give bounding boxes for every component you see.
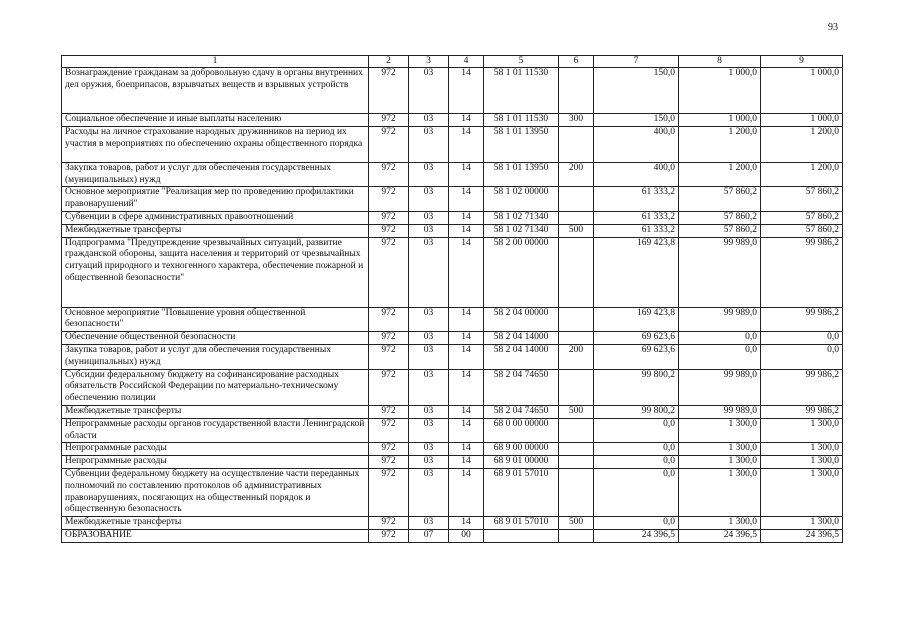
- value-cell-col6: [559, 307, 594, 332]
- value-cell-col4: 14: [449, 224, 484, 237]
- table-row: [62, 187, 843, 212]
- value-cell-col2: 972: [369, 468, 409, 516]
- row-name-cell: Обеспечение общественной безопасности: [62, 332, 369, 345]
- value-cell-col7: 0,0: [594, 456, 679, 469]
- value-cell-col7: 0,0: [594, 443, 679, 456]
- value-cell-col2: 972: [369, 68, 409, 114]
- table-row: [62, 418, 843, 443]
- value-cell-col6: 500: [559, 224, 594, 237]
- value-cell-col5: 68 9 00 00000: [484, 443, 559, 456]
- value-cell-col8: 1 000,0: [679, 114, 761, 127]
- budget-table: [61, 55, 843, 543]
- value-cell-col6: [559, 68, 594, 114]
- value-cell-col7: 169 423,8: [594, 237, 679, 307]
- table-row: [62, 224, 843, 237]
- table-header-row: [62, 56, 843, 68]
- value-cell-col4: 14: [449, 126, 484, 162]
- table-body: [62, 68, 843, 543]
- value-cell-col7: 24 396,5: [594, 529, 679, 542]
- value-cell-col2: 972: [369, 224, 409, 237]
- table-row: [62, 405, 843, 418]
- row-name-cell: Подпрограмма "Предупреждение чрезвычайных ситуаций, развитие гражданской обороны, защита населения и территорий от чрезвычайных ситуаций природного и техногенного характера, обеспечение пожарной и общественной безопасности": [62, 237, 369, 307]
- row-name-cell: Субвенции в сфере административных правоотношений: [62, 211, 369, 224]
- column-header: 9: [761, 56, 843, 68]
- value-cell-col8: 1 300,0: [679, 443, 761, 456]
- value-cell-col9: 24 396,5: [761, 529, 843, 542]
- value-cell-col3: 03: [409, 332, 449, 345]
- value-cell-col4: 14: [449, 418, 484, 443]
- value-cell-col5: 68 9 01 57010: [484, 468, 559, 516]
- value-cell-col6: [559, 456, 594, 469]
- value-cell-col3: 03: [409, 369, 449, 405]
- value-cell-col9: 1 000,0: [761, 68, 843, 114]
- row-name-cell: Непрограммные расходы органов государственной власти Ленинградской области: [62, 418, 369, 443]
- value-cell-col7: 61 333,2: [594, 211, 679, 224]
- page-number: 93: [828, 22, 838, 33]
- value-cell-col6: 300: [559, 114, 594, 127]
- value-cell-col4: 00: [449, 529, 484, 542]
- value-cell-col2: 972: [369, 517, 409, 530]
- value-cell-col5: [484, 529, 559, 542]
- value-cell-col3: 03: [409, 162, 449, 187]
- value-cell-col9: 1 300,0: [761, 517, 843, 530]
- value-cell-col3: 03: [409, 405, 449, 418]
- table-row: [62, 443, 843, 456]
- column-header: 4: [449, 56, 484, 68]
- value-cell-col5: 58 2 04 74650: [484, 405, 559, 418]
- value-cell-col5: 58 1 01 13950: [484, 126, 559, 162]
- value-cell-col2: 972: [369, 529, 409, 542]
- table-row: [62, 211, 843, 224]
- value-cell-col7: 99 800,2: [594, 405, 679, 418]
- value-cell-col2: 972: [369, 405, 409, 418]
- table-row: [62, 529, 843, 542]
- row-name-cell: Социальное обеспечение и иные выплаты населению: [62, 114, 369, 127]
- value-cell-col3: 03: [409, 344, 449, 369]
- value-cell-col3: 03: [409, 517, 449, 530]
- column-header: 6: [559, 56, 594, 68]
- value-cell-col8: 1 300,0: [679, 468, 761, 516]
- value-cell-col3: 03: [409, 211, 449, 224]
- value-cell-col4: 14: [449, 517, 484, 530]
- value-cell-col9: 1 200,0: [761, 126, 843, 162]
- value-cell-col8: 99 989,0: [679, 237, 761, 307]
- column-header: 2: [369, 56, 409, 68]
- value-cell-col8: 0,0: [679, 344, 761, 369]
- value-cell-col3: 07: [409, 529, 449, 542]
- value-cell-col5: 58 1 02 71340: [484, 211, 559, 224]
- table-row: [62, 126, 843, 162]
- value-cell-col4: 14: [449, 468, 484, 516]
- value-cell-col7: 0,0: [594, 418, 679, 443]
- value-cell-col8: 0,0: [679, 332, 761, 345]
- value-cell-col4: 14: [449, 443, 484, 456]
- value-cell-col8: 57 860,2: [679, 211, 761, 224]
- value-cell-col5: 68 0 00 00000: [484, 418, 559, 443]
- value-cell-col2: 972: [369, 126, 409, 162]
- value-cell-col5: 58 2 00 00000: [484, 237, 559, 307]
- value-cell-col2: 972: [369, 369, 409, 405]
- value-cell-col2: 972: [369, 443, 409, 456]
- value-cell-col9: 1 300,0: [761, 456, 843, 469]
- value-cell-col3: 03: [409, 468, 449, 516]
- value-cell-col7: 69 623,6: [594, 344, 679, 369]
- value-cell-col4: 14: [449, 332, 484, 345]
- value-cell-col6: [559, 529, 594, 542]
- value-cell-col7: 150,0: [594, 68, 679, 114]
- value-cell-col4: 14: [449, 162, 484, 187]
- value-cell-col8: 99 989,0: [679, 405, 761, 418]
- value-cell-col3: 03: [409, 418, 449, 443]
- column-header: 5: [484, 56, 559, 68]
- value-cell-col7: 400,0: [594, 126, 679, 162]
- value-cell-col9: 99 986,2: [761, 307, 843, 332]
- value-cell-col9: 57 860,2: [761, 211, 843, 224]
- value-cell-col5: 58 1 02 71340: [484, 224, 559, 237]
- value-cell-col6: 500: [559, 405, 594, 418]
- value-cell-col2: 972: [369, 162, 409, 187]
- value-cell-col5: 58 1 01 11530: [484, 114, 559, 127]
- row-name-cell: Основное мероприятие "Повышение уровня общественной безопасности": [62, 307, 369, 332]
- value-cell-col3: 03: [409, 224, 449, 237]
- value-cell-col9: 1 000,0: [761, 114, 843, 127]
- value-cell-col5: 58 1 01 13950: [484, 162, 559, 187]
- column-header: 8: [679, 56, 761, 68]
- value-cell-col8: 1 200,0: [679, 126, 761, 162]
- value-cell-col3: 03: [409, 187, 449, 212]
- value-cell-col8: 24 396,5: [679, 529, 761, 542]
- value-cell-col8: 57 860,2: [679, 224, 761, 237]
- table-row: [62, 114, 843, 127]
- value-cell-col2: 972: [369, 211, 409, 224]
- value-cell-col9: 0,0: [761, 344, 843, 369]
- value-cell-col8: 99 989,0: [679, 307, 761, 332]
- value-cell-col6: [559, 443, 594, 456]
- value-cell-col2: 972: [369, 344, 409, 369]
- value-cell-col7: 61 333,2: [594, 187, 679, 212]
- table-row: [62, 369, 843, 405]
- value-cell-col9: 57 860,2: [761, 224, 843, 237]
- value-cell-col6: 500: [559, 517, 594, 530]
- value-cell-col8: 1 200,0: [679, 162, 761, 187]
- value-cell-col9: 99 986,2: [761, 369, 843, 405]
- value-cell-col6: [559, 126, 594, 162]
- value-cell-col3: 03: [409, 237, 449, 307]
- value-cell-col7: 0,0: [594, 468, 679, 516]
- value-cell-col3: 03: [409, 307, 449, 332]
- table-row: [62, 307, 843, 332]
- value-cell-col5: 68 9 01 00000: [484, 456, 559, 469]
- value-cell-col5: 58 2 04 00000: [484, 307, 559, 332]
- row-name-cell: ОБРАЗОВАНИЕ: [62, 529, 369, 542]
- row-name-cell: Непрограммные расходы: [62, 443, 369, 456]
- value-cell-col2: 972: [369, 456, 409, 469]
- value-cell-col8: 57 860,2: [679, 187, 761, 212]
- row-name-cell: Непрограммные расходы: [62, 456, 369, 469]
- value-cell-col4: 14: [449, 456, 484, 469]
- value-cell-col3: 03: [409, 68, 449, 114]
- table-row: [62, 517, 843, 530]
- value-cell-col4: 14: [449, 369, 484, 405]
- table-row: [62, 237, 843, 307]
- value-cell-col8: 1 300,0: [679, 517, 761, 530]
- value-cell-col6: 200: [559, 162, 594, 187]
- value-cell-col8: 1 300,0: [679, 418, 761, 443]
- value-cell-col5: 58 1 02 00000: [484, 187, 559, 212]
- table-row: [62, 468, 843, 516]
- value-cell-col9: 0,0: [761, 332, 843, 345]
- value-cell-col8: 1 300,0: [679, 456, 761, 469]
- value-cell-col6: [559, 418, 594, 443]
- value-cell-col7: 0,0: [594, 517, 679, 530]
- value-cell-col6: [559, 211, 594, 224]
- value-cell-col6: [559, 369, 594, 405]
- table-row: [62, 162, 843, 187]
- row-name-cell: Вознаграждение гражданам за добровольную сдачу в органы внутренних дел оружия, боеприпасов, взрывчатых веществ и взрывных устройств: [62, 68, 369, 114]
- value-cell-col9: 1 300,0: [761, 468, 843, 516]
- value-cell-col7: 150,0: [594, 114, 679, 127]
- row-name-cell: Основное мероприятие "Реализация мер по проведению профилактики правонарушений": [62, 187, 369, 212]
- value-cell-col7: 169 423,8: [594, 307, 679, 332]
- value-cell-col8: 99 989,0: [679, 369, 761, 405]
- value-cell-col2: 972: [369, 237, 409, 307]
- value-cell-col7: 69 623,6: [594, 332, 679, 345]
- value-cell-col8: 1 000,0: [679, 68, 761, 114]
- table-row: [62, 332, 843, 345]
- column-header: 3: [409, 56, 449, 68]
- table-row: [62, 344, 843, 369]
- value-cell-col2: 972: [369, 307, 409, 332]
- value-cell-col4: 14: [449, 68, 484, 114]
- row-name-cell: Межбюджетные трансферты: [62, 405, 369, 418]
- value-cell-col2: 972: [369, 114, 409, 127]
- value-cell-col4: 14: [449, 405, 484, 418]
- value-cell-col7: 61 333,2: [594, 224, 679, 237]
- value-cell-col9: 99 986,2: [761, 405, 843, 418]
- value-cell-col2: 972: [369, 187, 409, 212]
- value-cell-col2: 972: [369, 332, 409, 345]
- value-cell-col4: 14: [449, 344, 484, 369]
- value-cell-col4: 14: [449, 237, 484, 307]
- value-cell-col5: 68 9 01 57010: [484, 517, 559, 530]
- value-cell-col4: 14: [449, 187, 484, 212]
- row-name-cell: Межбюджетные трансферты: [62, 224, 369, 237]
- table-row: [62, 68, 843, 114]
- row-name-cell: Субсидии федеральному бюджету на софинансирование расходных обязательств Российской Федерации по материально-техническому обеспечению полиции: [62, 369, 369, 405]
- value-cell-col9: 1 200,0: [761, 162, 843, 187]
- value-cell-col4: 14: [449, 114, 484, 127]
- value-cell-col6: [559, 332, 594, 345]
- value-cell-col7: 99 800,2: [594, 369, 679, 405]
- row-name-cell: Субвенции федеральному бюджету на осуществление части переданных полномочий по составлению протоколов об административных правонарушениях, посягающих на общественный порядок и общественную безопасность: [62, 468, 369, 516]
- column-header: 1: [62, 56, 369, 68]
- value-cell-col4: 14: [449, 211, 484, 224]
- value-cell-col6: [559, 237, 594, 307]
- value-cell-col6: [559, 468, 594, 516]
- table-row: [62, 456, 843, 469]
- value-cell-col3: 03: [409, 126, 449, 162]
- column-header: 7: [594, 56, 679, 68]
- row-name-cell: Закупка товаров, работ и услуг для обеспечения государственных (муниципальных) нужд: [62, 344, 369, 369]
- value-cell-col4: 14: [449, 307, 484, 332]
- value-cell-col9: 57 860,2: [761, 187, 843, 212]
- value-cell-col9: 99 986,2: [761, 237, 843, 307]
- row-name-cell: Межбюджетные трансферты: [62, 517, 369, 530]
- value-cell-col9: 1 300,0: [761, 418, 843, 443]
- value-cell-col9: 1 300,0: [761, 443, 843, 456]
- row-name-cell: Расходы на личное страхование народных дружинников на период их участия в мероприятиях по обеспечению охраны общественного порядка: [62, 126, 369, 162]
- row-name-cell: Закупка товаров, работ и услуг для обеспечения государственных (муниципальных) нужд: [62, 162, 369, 187]
- value-cell-col3: 03: [409, 456, 449, 469]
- value-cell-col7: 400,0: [594, 162, 679, 187]
- value-cell-col2: 972: [369, 418, 409, 443]
- value-cell-col5: 58 2 04 14000: [484, 332, 559, 345]
- value-cell-col5: 58 2 04 74650: [484, 369, 559, 405]
- value-cell-col5: 58 2 04 14000: [484, 344, 559, 369]
- value-cell-col5: 58 1 01 11530: [484, 68, 559, 114]
- value-cell-col6: [559, 187, 594, 212]
- value-cell-col6: 200: [559, 344, 594, 369]
- value-cell-col3: 03: [409, 443, 449, 456]
- value-cell-col3: 03: [409, 114, 449, 127]
